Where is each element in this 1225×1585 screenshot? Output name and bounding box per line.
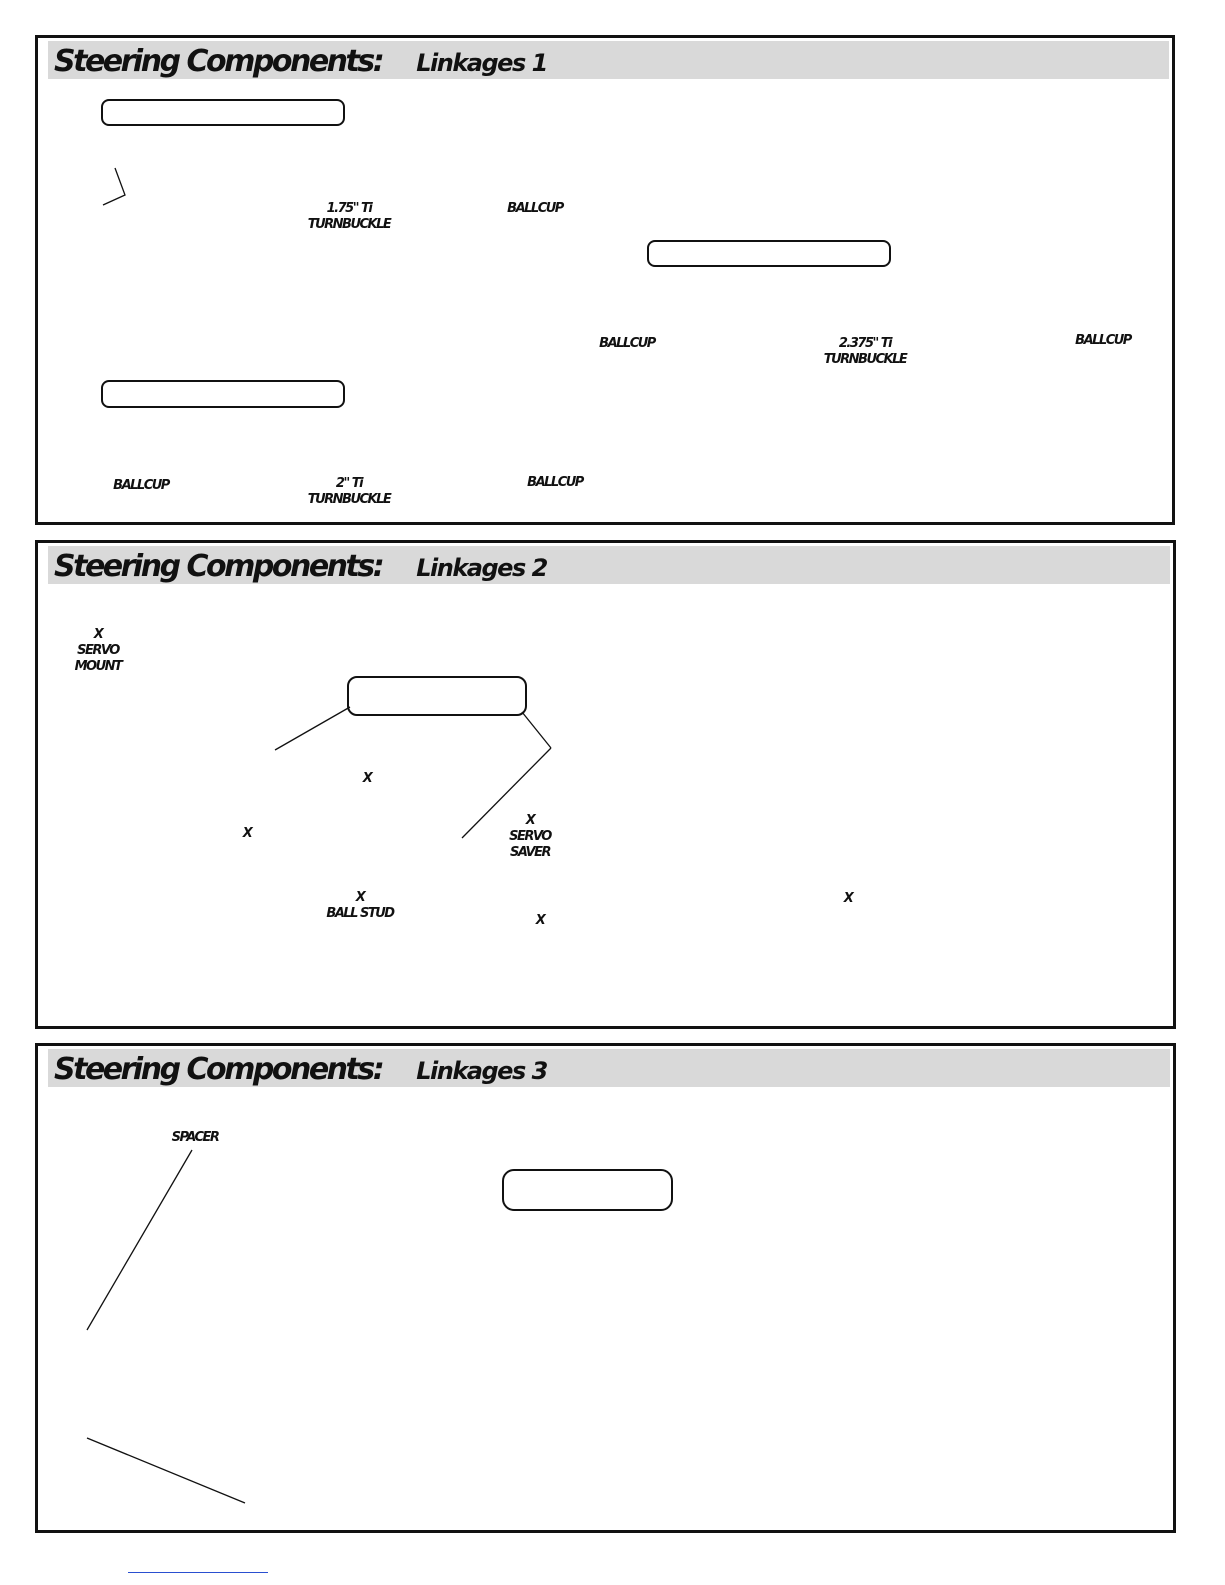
part-label-ballcup: BALLCUP [113, 478, 169, 493]
section-title: Steering Components: Linkages 2 [54, 549, 547, 584]
part-label-ballcup: BALLCUP [507, 201, 563, 216]
part-label-ball-stud: X BALL STUD [326, 890, 394, 921]
footer-link-underline[interactable] [128, 1572, 268, 1573]
step-callout-box [502, 1169, 673, 1211]
part-quantity-label: X [242, 826, 252, 841]
section-title: Steering Components: Linkages 3 [54, 1052, 547, 1087]
part-label-ballcup: BALLCUP [527, 475, 583, 490]
section-subtitle: Linkages 1 [416, 49, 547, 77]
section-header [48, 546, 1170, 584]
section-subtitle: Linkages 3 [416, 1057, 547, 1085]
section-linkages-3 [35, 1043, 1176, 1533]
step-callout-box [647, 240, 891, 267]
part-label-ballcup: BALLCUP [1075, 333, 1131, 348]
part-label-spacer: SPACER [171, 1130, 219, 1145]
part-label-servo-saver: X SERVO SAVER [509, 813, 551, 860]
step-callout-box [101, 380, 345, 408]
part-label-turnbuckle-2375: 2.375" Ti TURNBUCKLE [823, 336, 907, 367]
part-label-servo-mount: X SERVO MOUNT [74, 627, 122, 674]
part-label-turnbuckle-2: 2" Ti TURNBUCKLE [307, 476, 391, 507]
part-label-ballcup: BALLCUP [599, 336, 655, 351]
step-callout-box [101, 99, 345, 126]
part-quantity-label: X [362, 771, 372, 786]
part-quantity-label: X [535, 913, 545, 928]
section-subtitle: Linkages 2 [416, 554, 547, 582]
section-header [48, 41, 1169, 79]
section-header [48, 1049, 1170, 1087]
step-callout-box [347, 676, 527, 716]
part-quantity-label: X [843, 891, 853, 906]
section-linkages-2 [35, 540, 1176, 1029]
section-title: Steering Components: Linkages 1 [54, 44, 547, 79]
part-label-turnbuckle-175: 1.75" Ti TURNBUCKLE [307, 201, 391, 232]
